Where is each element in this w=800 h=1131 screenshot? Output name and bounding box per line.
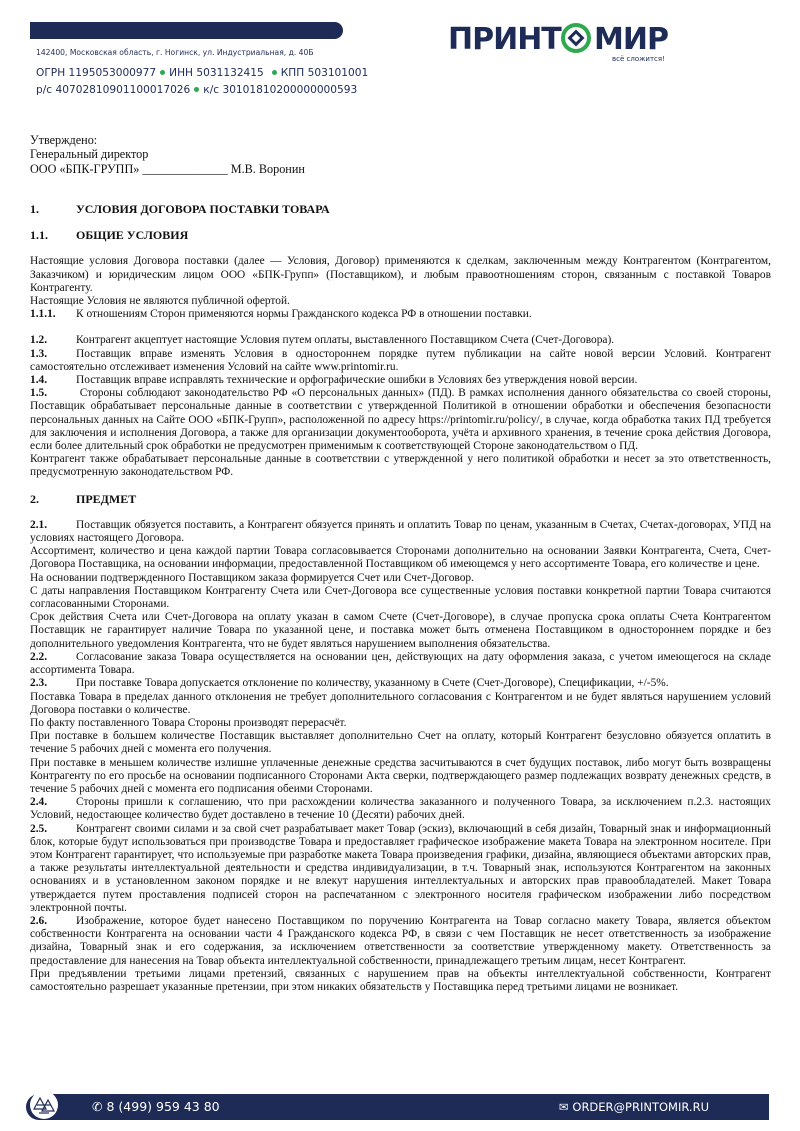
footer-bar (26, 1094, 769, 1120)
logo-tagline: всё сложится! (612, 55, 665, 63)
clause-text: ОБЩИЕ УСЛОВИЯ (76, 228, 189, 243)
paragraph (30, 611, 771, 651)
clause-text: Поставщик вправе изменять Условия в одностороннем порядке путем публикации на сайте новой версии Условий. Контрагент самостоятельно отслеживает изменения Условий на сайте www.printomir.ru. (30, 347, 771, 373)
paragraph (30, 545, 771, 571)
document-body (30, 203, 771, 994)
paragraph (30, 255, 771, 295)
footer-email[interactable] (559, 1100, 709, 1114)
clause-text: УСЛОВИЯ ДОГОВОРА ПОСТАВКИ ТОВАРА (76, 202, 330, 216)
clause-number: 2.6. (30, 914, 48, 927)
clause-text: При поставке в меньшем количестве излишне уплаченные денежные средства засчитываются в счет будущих поставок, либо могут быть возвращены Контрагенту по его просьбе на основании подписанного Сторонами Акта сверки, подтверждающего размер подлежащих возврату денежных средств, в течение 5 рабочих дней с момента его подписания обеими Сторонами. (30, 756, 771, 795)
clause-text: Настоящие условия Договора поставки (далее — Условия, Договор) применяются к сделкам, заключенным между Контрагентом (Контрагентом, Заказчиком) и юридическим лицом ООО «БПК-Групп» (Поставщиком), и любым правоотношениям сторон, связанным с поставкой Товаров Контрагенту. (30, 255, 771, 294)
separator-dot (272, 70, 277, 75)
logo-text-right: МИР (594, 22, 668, 57)
requisites-line-1 (36, 67, 368, 79)
phone-icon: ✆ (92, 1099, 103, 1114)
inn: ИНН 5031132415 (169, 67, 264, 79)
paragraph-gap (30, 506, 771, 519)
paragraph (30, 585, 771, 611)
clause-text: Поставщик обязуется поставить, а Контрагент обязуется принять и оплатить Товар по ценам, указанным в Счетах, Счетах-договорах, УПД на условиях настоящего Договора. (30, 518, 771, 545)
clause (30, 334, 771, 347)
clause-text: Поставщик вправе исправлять технические и орфографические ошибки в Условиях без утверждения новой версии. (76, 374, 638, 387)
clause-text: При поставке Товара допускается отклонение по количеству, указанному в Счете (Счет-Договоре), Спецификации, +/-5%. (76, 677, 669, 690)
approval-line: ООО «БПК-ГРУПП» ______________ М.В. Воронин (30, 161, 305, 176)
clause-text: ПРЕДМЕТ (76, 491, 137, 506)
approval-block (30, 133, 305, 176)
paragraph-gap (30, 321, 771, 334)
clause (30, 823, 771, 915)
clause-text: С даты направления Поставщиком Контрагенту Счета или Счет-Договора все существенные условия поставки конкретной партии Товара считаются согласованными Сторонами. (30, 584, 771, 611)
ogrn: ОГРН 1195053000977 (36, 67, 157, 79)
clause-text: Ассортимент, количество и цена каждой партии Товара согласовывается Сторонами дополнительно на основании Заявки Контрагента, Счета, Счет-Договора Поставщика, на основании информации, предоставленной Поставщиком об имеющемся у него ассортименте Товара, его количестве и цене. (30, 545, 771, 571)
clause (30, 308, 771, 321)
clause (30, 677, 771, 690)
clause-text: На основании подтвержденного Поставщиком заказа формируется Счет или Счет-Договор. (30, 571, 474, 584)
clause-number: 1.4. (30, 374, 48, 387)
clause-text: Согласование заказа Товара осуществляется на основании цен, действующих на дату оформления заказа, с учетом имеющегося на складе ассортимента Товара. (30, 650, 771, 677)
mail-icon: ✉ (558, 1100, 569, 1114)
separator-dot (194, 87, 199, 92)
paragraph-gap (30, 242, 771, 255)
logo-text-left: ПРИНТ (448, 22, 561, 57)
clause (30, 519, 771, 545)
clause (30, 651, 771, 677)
clause (30, 374, 771, 387)
bank-account: р/с 40702810901100017026 (36, 84, 191, 96)
paragraph (30, 691, 771, 717)
paragraph (30, 757, 771, 797)
approval-line: Генеральный директор (30, 147, 149, 162)
clause-text: Поставка Товара в пределах данного отклонения не требует дополнительного согласования с Контрагентом и не будет являться нарушением условий Договора поставки о количестве. (30, 690, 771, 716)
paragraph (30, 453, 771, 479)
paragraph (30, 295, 771, 308)
clause (30, 348, 771, 374)
clause-number: 1.5. (30, 387, 48, 400)
header-bar (30, 22, 343, 39)
logo-emblem-icon (559, 21, 593, 55)
clause-text: К отношениям Сторон применяются нормы Гражданского кодекса РФ в отношении поставки. (76, 308, 532, 321)
clause-text: Настоящие Условия не являются публичной офертой. (30, 295, 290, 308)
company-address: 142400, Московская область, г. Ногинск, ул. Индустриальная, д. 40Б (36, 48, 314, 57)
paragraph-gap (30, 480, 771, 493)
clause (30, 796, 771, 822)
section-heading (30, 229, 771, 242)
kpp: КПП 503101001 (280, 67, 369, 79)
clause-text: Изображение, которое будет нанесено Поставщиком по поручению Контрагента на Товар согласно макету Товара, является объектом собственности Контрагента на основании части 4 Гражданского кодекса РФ, в связи с чем Поставщик не несет ответственность за изображение дизайна, Товарный знак и его содержания, за исключением ответственности за соответствие утвержденному макету. Ответственность за предоставление для нанесения на Товар объекта интеллектуальной собственности, принадлежащего третьим лицам, несет Контрагент. (30, 914, 771, 967)
clause (30, 387, 771, 453)
email-address: ORDER@PRINTOMIR.RU (572, 1100, 709, 1114)
footer-phone[interactable] (92, 1099, 220, 1114)
clause-number: 1.3. (30, 347, 48, 360)
clause-number: 1. (30, 202, 39, 216)
clause-number: 1.1. (30, 228, 48, 243)
paragraph (30, 968, 771, 994)
clause-number: 2.4. (30, 796, 48, 809)
section-heading (30, 493, 771, 506)
requisites-line-2 (36, 84, 357, 96)
clause-number: 2. (30, 491, 39, 506)
clause-text: Стороны соблюдают законодательство РФ «О персональных данных» (ПД). В рамках исполнения данного обязательства со своей стороны, Поставщик обрабатывает персональные данные в соответствии с утвержденной Политикой в отношении обработки и обеспечения безопасности персональных данных на Сайте ООО «БПК-Групп», расположенной по адресу https://printomir.ru/policy/, в случае, когда обработка таких ПД требуется для заключения и исполнения Договора, а также для организации документооборота, учёта и архивного хранения, в течение срока действия Договора, если более длительный срок обработки не предусмотрен применимым к соответствующей Стороне законодательством о ПД. (30, 387, 771, 453)
clause-text: Срок действия Счета или Счет-Договора на оплату указан в самом Счете (Счет-Договоре), в случае пропуска срока оплаты Счета Контрагентом Поставщик не гарантирует наличие Товара по указанной цене, и поставка может быть отменена Поставщиком в одностороннем порядке и без дополнительного уведомления Контрагента, что не будет являться нарушением выполнения обязательства. (30, 611, 771, 650)
clause-number: 2.3. (30, 677, 48, 690)
clause-text: При предъявлении третьими лицами претензий, связанных с нарушением прав на объекты интеллектуальной собственности, Контрагент самостоятельно разрешает указанные претензии, при этом никаких обязательств у Поставщика перед третьими лицами не возникает. (30, 967, 771, 993)
clause-text: Контрагент акцептует настоящие Условия путем оплаты, выставленного Поставщиком Счета (Счет-Договора). (76, 334, 615, 347)
clause-text: При поставке в большем количестве Поставщик выставляет дополнительно Счет на оплату, который Контрагент безусловно обязуется оплатить в течение 5 рабочих дней с момента его получения. (30, 730, 771, 756)
paragraph (30, 730, 771, 756)
clause (30, 915, 771, 968)
clause-text: Контрагент также обрабатывает персональные данные в соответствии с утвержденной у него политикой обработки и несет за это ответственность, предусмотренную законодательством РФ. (30, 453, 771, 479)
paragraph (30, 572, 771, 585)
clause-number: 2.2. (30, 650, 48, 663)
phone-number: 8 (499) 959 43 80 (106, 1099, 220, 1114)
paragraph (30, 717, 771, 730)
approval-line: Утверждено: (30, 133, 98, 147)
clause-number: 2.1. (30, 518, 48, 531)
separator-dot (160, 70, 165, 75)
clause-number: 2.5. (30, 822, 48, 835)
footer-emblem-icon (28, 1089, 60, 1121)
clause-text: По факту поставленного Товара Стороны производят перерасчёт. (30, 716, 347, 729)
clause-number: 1.1.1. (30, 308, 56, 321)
clause-text: Стороны пришли к соглашению, что при расхождении количества заказанного и полученного Товара, за исключением п.2.3. настоящих Условий, недостающее количество будет доставлено в течение 10 (Десяти) рабочих дней. (30, 796, 771, 822)
section-heading (30, 203, 771, 216)
company-logo (448, 18, 678, 66)
corr-account: к/с 30101810200000000593 (203, 84, 358, 96)
clause-text: Контрагент своими силами и за свой счет разрабатывает макет Товар (эскиз), включающий в себя дизайн, Товарный знак и информационный блок, которые будут использоваться при производстве Товара и предоставляет графическое изображение макета Товара на электронном носителе. При этом Контрагент гарантирует, что используемые при разработке макета Товара произведения графики, дизайна, являющиеся объектами авторских прав, а также результаты интеллектуальной деятельности и средства индивидуализации, в т.ч. Товарный знак, используются Контрагентом на законных основаниях и в установленном законом порядке и не влекут нарушения интеллектуальных и авторских прав правообладателей. Макет Товара утверждается путем проставления подписей сторон на распечатанном с электронного носителя графическом изображении либо посредством электронной почты. (30, 822, 771, 914)
clause-number: 1.2. (30, 334, 48, 347)
